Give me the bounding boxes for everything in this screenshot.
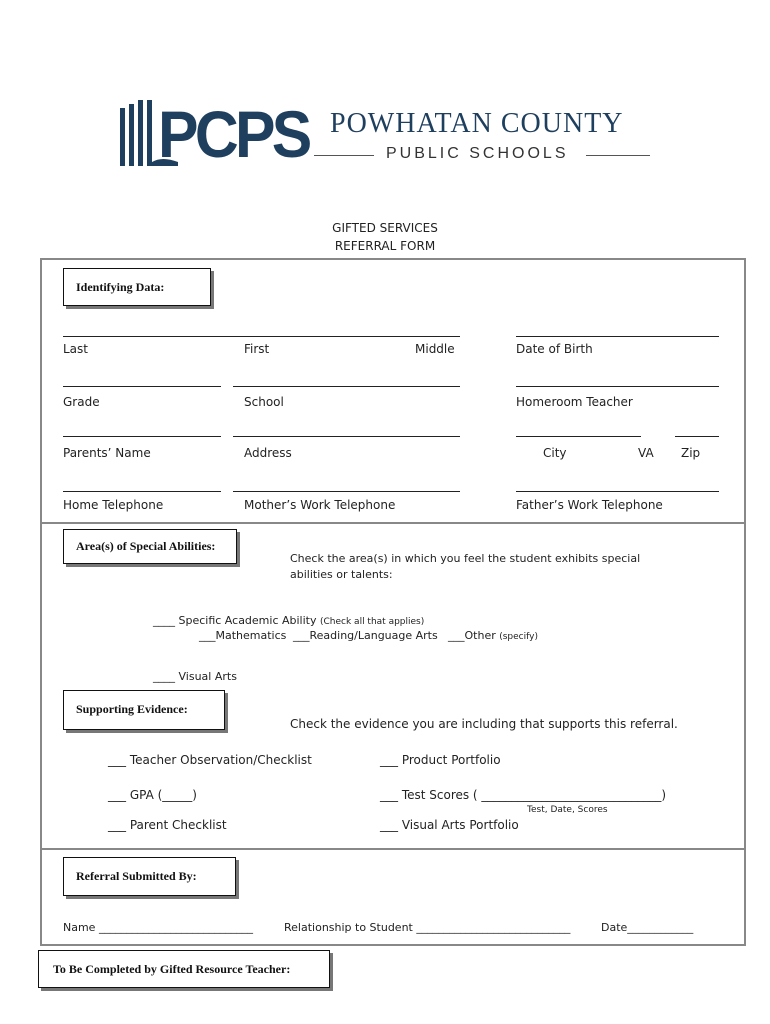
mother-tel-line [233,491,460,492]
identifying-header-box [63,268,211,306]
label-middle: Middle [415,342,455,356]
label-dob: Date of Birth [516,342,593,356]
form-title-line1: GIFTED SERVICES [332,221,438,235]
divider-submitted [40,848,744,850]
evidence-gpa: ___ GPA (_____) [108,788,197,802]
form-frame [40,258,746,946]
evidence-instruction: Check the evidence you are including that supports this referral. [290,717,678,731]
label-father-tel: Father’s Work Telephone [516,498,663,512]
completed-by-header: To Be Completed by Gifted Resource Teacher: [53,962,291,976]
label-last: Last [63,342,88,356]
submitted-name-line: Name ____________________________ [63,921,253,934]
evidence-header: Supporting Evidence: [76,702,188,716]
option-other-row [448,629,538,642]
evidence-teacher-obs: ___ Teacher Observation/Checklist [108,753,312,767]
name-line [63,336,460,337]
identifying-header: Identifying Data: [76,280,165,294]
parents-line [63,436,221,437]
academic-blank: ____ [153,614,175,627]
form-title-line2: REFERRAL FORM [334,239,436,253]
label-parents: Parents’ Name [63,446,151,460]
option-other: ___Other [448,629,496,642]
label-mother-tel: Mother’s Work Telephone [244,498,396,512]
logo-name-line1: POWHATAN COUNTY [330,108,624,139]
visual-label: Visual Arts [178,670,237,683]
father-tel-line [516,491,719,492]
submitted-relationship-line: Relationship to Student ____________________________ [284,921,571,934]
label-homeroom: Homeroom Teacher [516,395,633,409]
visual-arts-row [153,670,237,683]
city-line [516,436,641,437]
label-zip: Zip [681,446,701,460]
evidence-portfolio: ___ Product Portfolio [380,753,501,767]
label-first: First [244,342,270,356]
abilities-instruction: Check the area(s) in which you feel the student exhibits special abilities or talents: [290,552,641,581]
label-grade: Grade [63,395,100,409]
completed-by-header-box [38,950,330,988]
dob-line [516,336,719,337]
submitted-header-box [63,857,236,896]
logo-name-line2: PUBLIC SCHOOLS [386,145,569,162]
option-other-note: (specify) [499,632,538,642]
evidence-test-note: Test, Date, Scores [527,805,608,815]
academic-label: Specific Academic Ability [178,614,317,627]
homeroom-line [516,386,719,387]
evidence-parent-checklist: ___ Parent Checklist [108,818,227,832]
grade-line [63,386,221,387]
label-address: Address [244,446,292,460]
submitted-header: Referral Submitted By: [76,869,197,883]
evidence-test-scores: ___ Test Scores ( ______________________________) [380,788,667,802]
label-city: City [543,446,567,460]
home-tel-line [63,491,221,492]
academic-note: (Check all that applies) [320,617,425,627]
logo-mark: PCPS [158,97,309,171]
label-school: School [244,395,284,409]
evidence-visual-portfolio: ___ Visual Arts Portfolio [380,818,519,832]
academic-ability-row [153,614,424,627]
submitted-date-line: Date____________ [601,921,694,934]
option-math: ___Mathematics [199,629,287,642]
zip-line [675,436,719,437]
evidence-header-box [63,690,225,730]
label-home-tel: Home Telephone [63,498,164,512]
label-state: VA [638,446,654,460]
school-line [233,386,460,387]
address-line [233,436,460,437]
divider-abilities [40,522,744,524]
logo [118,97,653,171]
abilities-header: Area(s) of Special Abilities: [76,539,216,553]
abilities-header-box [63,529,237,564]
option-reading: ___Reading/Language Arts [293,629,438,642]
visual-blank: ____ [153,670,175,683]
